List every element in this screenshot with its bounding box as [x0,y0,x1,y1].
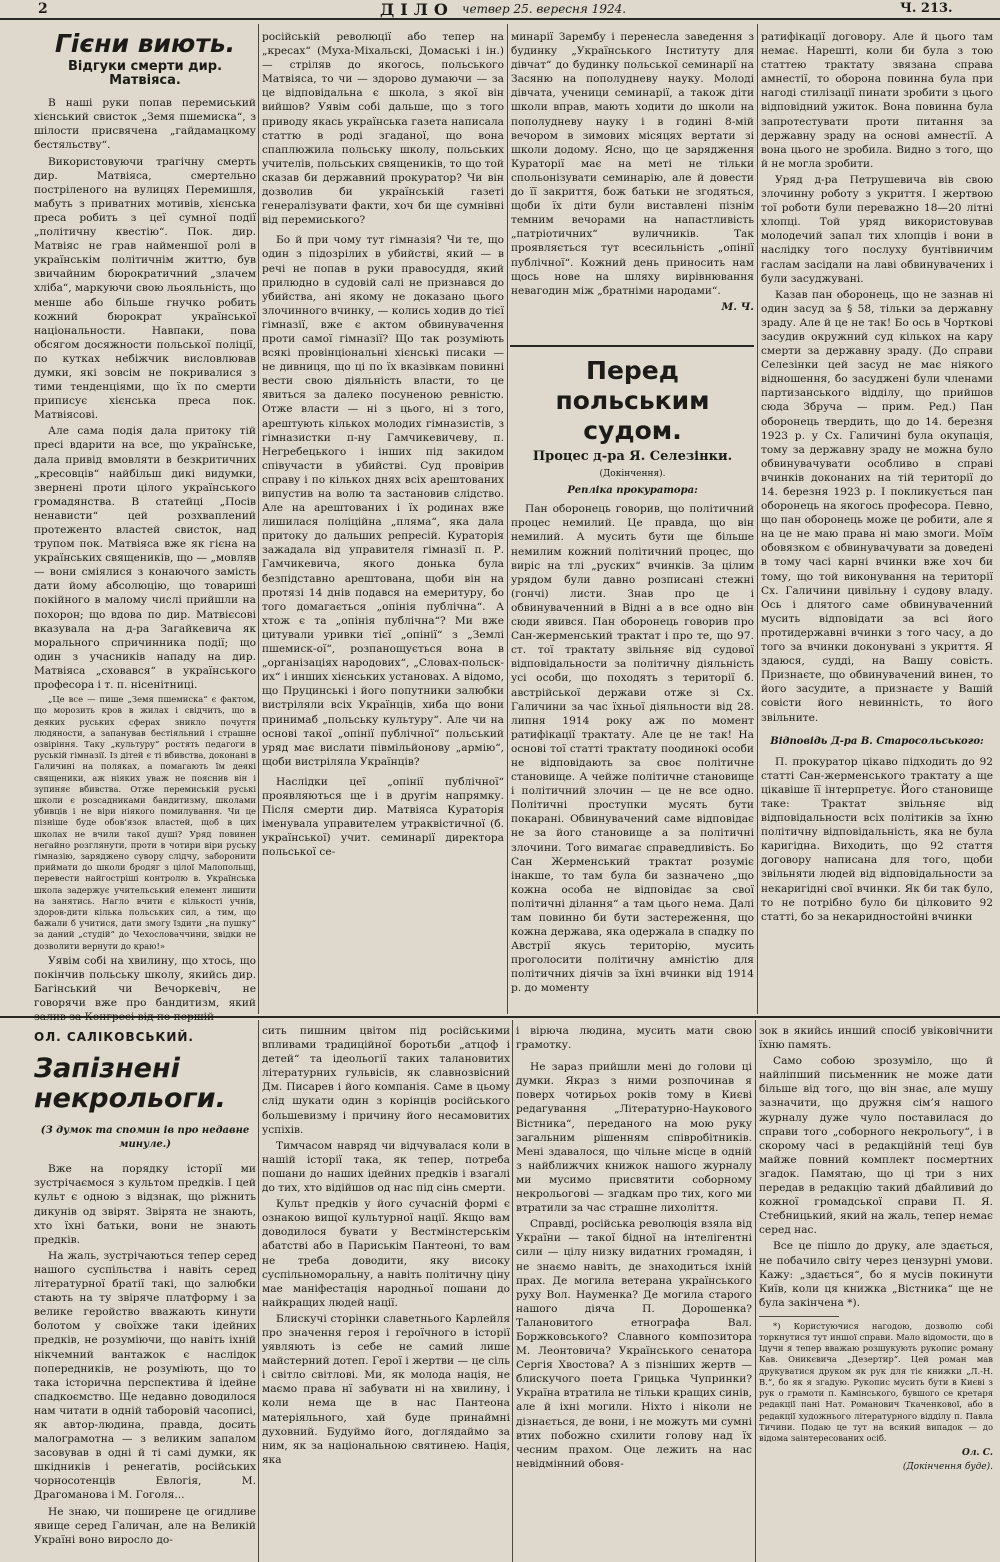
page-header [0,0,1000,20]
article-subtitle: Процес д-ра Я. Селезінки. [532,449,733,464]
paragraph: П. прокуратор цікаво підходить до 92 статті Сан-жерменського трактату а ще цікавіше її інтерпретує. Його становище таке: Трактат звільняє від відповідальности всіх політиків за їхню політичну відповідальність, яка не була каригідна. Виходить, що 92 стаття договору написана для того, щоби звільняти людей від відповідальности за некаригідні свої вчинки. Як би так було, то не потрібно було би цілковито 92 статті, бо за некаридностойні вчинки [761,755,993,923]
paragraph: Уявім собі на хвилину, що хтось, що покінчив польську школу, якийсь дир. Багінський чи Вечоркевіч, не говорячи вже про бандитизм, який залив за Конгресі від по першій [34,954,256,1024]
article-necrologies-col2 [262,1024,510,1562]
author-signature: М. Ч. [721,300,754,313]
author-name: ОЛ. САЛІКОВСЬКИЙ. [34,1030,194,1044]
article-necrologies-col1 [34,1030,256,1562]
column-divider [507,24,508,1014]
paragraph: Справді, російська революція взяла від України — такої бідної на інтелігентні сили — цілу низку видатних громадян, і не знаємо навіть, де знаходиться іхній прах. Де могила ветерана українського руху Вол. Науменка? Де могила старого нашого діяча П. Дорошенка? Талановитого етнографа Вал. Боржковського? Славного композитора М. Леонтовича? Українського сенатора Сергія Хвостова? А з пізніших жертв — блискучого поета Грицька Чупринки? Україна втратила не тільки кращих синів, але й іхні могили. Ніхто і ніколи не дізнається, де вони, і не можуть ми сумні втих побожно схилити голову над їх чесним прахом. Оце лежить на нас невідмінний обовя- [516,1218,753,1470]
paragraph: Казав пан оборонець, що не зазнав ні один засуд за § 58, тільки за державну зраду. Але й це не так! Бо ось в Чорткові засудив окружний суд кількох на кару смерти за державну зраду. (До справи Селезінки цей засуд не має ніякого відношення, бо засуджені були членами партизанського відділу, що прийшов сюда Збруча — прим. Ред.) Пан оборонець твердить, що до 14. березня 1923 р. у Сх. Галичині була окупація, тому за державну зраду не можна було обвинувачувати особливо в справі вчинків доконаних на тій території до 14. березня 1923 р. І покликується пан оборонець на якогось професора. Певно, що пан оборонець може це робити, але я на це не маю права ні маю змоги. Моїм обовязком є обвинувачувати за доведені в тому часі карні вчинки вже хоч би тому, що той виконування на території Сх. Галичини цивільну і судову владу. Ось і длятого саме обвинуваченний мусить відповідати за всі його протидержавні вчинки з того часу, а до того за вчинки доконувані з укриття. Я здаюся, судді, на Вашу совість. Признаєте, що обвинувачений винен, то його засудите, а признаєте у Вашій совісти його невинність, то його звільните. [761,288,993,724]
paragraph: Бо й при чому тут гімназія? Чи те, що один з підозрілих в убийстві, який — в речі не попав в руки правосуддя, який прилюдно в судовій салі не признався до убийства, ані якому не доказано цього злочинного вчинку, — колись ходив до тієї гімназії, вже є актом обвинувачення проти самої гімназії? Що так розуміють всякі провінціональні хієнські писаки — не дивниця, що ці по їх вказівкам повинні вести свою діяльність власти, то це явиться за далеко посуненою ревністю. Отже власти — ні з цього, ні з того, арештують кількох молодих гімназистів, з гімназистки п-ну Гамчикевичеву, п. Негребецького і інших під закидом співучасти в убийстві. Суд провірив справу і по кількох днях всіх арештованих випустив на волю та застановив слідство. Але на арештованих і їх родинах вже лишилася поліційна „пляма“, яка дала притоку до дальших репресій. Кураторія зажадала від управителя гімназії п. Р. Гамчикевича, якого донька була безпідставно арештована, щоби він на протязі 14 днів подався на емеритуру, бо того домагається „опінія публічна“. А хтож є та „опінія публічна“? Ми вже цитували уривки тієї „опінії“ з „Землі пшемиск-ої“, розпанощується вона в „організаціях народових“, „Словах-польск-их“ і инших хієнських установах. А відомо, що Пруцинські і його попутники залюбки вистріляли всіх Українців, хиба що вони принимаб „польську культуру“. Але чи на основі такої „опінії публічної“ польський уряд має вислати півмільйонову „армію“, щоби вистріляла Українців? [262,234,504,768]
paragraph: минарії Зарембу і перенесла заведення з будинку „Українського Інституту для дівчат“ до будинку польської семинарії на Засяню на пополудневу науку. Молоді дівчата, ученици семинарії, а також діти школи вправ, мають ходити до школи на пополудневу науку і в годині 8-мій вечором в зимових місяцях вертати зі школи додому. Ясно, що це зарядження Кураторії має на меті не тільки спольонізувати семинарію, але й довести до її закриття, бож батьки не згодяться, щоби їх діти були виставлені пізнім темним вечорами на напастливість „патріотичних“ вуличників. Так проявляється тут всесильність „опінії публічної“. Кожний день приносить нам щось нове на шляху вирівнювання невагодин між „братніми народами“. [511,31,754,297]
issue-number: Ч. 213. [900,1,953,16]
paragraph: Уряд д-ра Петрушевича вів свою злочинну роботу з укриття. І жертвою тої роботи були переважно 18—20 літні хлопці. Той уряд використовував молодечий запал тих хлопців і вони в наслідку того послуху бунтівничим гаслам засідали на лаві обвинувачених і були засуджувані. [761,173,993,285]
article-court-col4 [761,30,993,1015]
article-divider [510,345,754,347]
article-hyenas-col3 [511,30,754,342]
paragraph: Блискучі сторінки славетнього Карлейля про значення героя і героїчного в історії уявляють із себе не самий лише майстерний дотеп. Герої і жертви — це сіль і світло світлові. Ми, як молода нація, не маємо права нї забувати ні на хвилину, і коли нема ще в нас Пантеона матеріяльного, хай буде принаймні духовний. Будуймо його, доглядаймо за ним, як за національною святинею. Нація, яка [262,1312,510,1466]
article-hyenas-col2 [262,30,504,1015]
paragraph: Культ предків у його сучасній формі є ознакою вищої культурної нації. Якщо вам доводилося бувати у Вестмінстерськім абатстві або в Париськім Пантеоні, то вам не треба доводити, яку високу суспільноморальну, а навіть політичну ціну мае маніфестація народньої пошани до найкращих людей нації. [262,1198,510,1309]
article-title: Запізнені некрольоги. [34,1053,226,1115]
section-subhead: Відповідь Д-ра В. Старосольського: [770,735,984,747]
article-necrologies-col3 [516,1024,752,1562]
paragraph: На жаль, зустрічаються тепер серед нашого суспільства і навіть серед літературної братії такі, що залюбки стають на ту звіряче платформу і за велике геройство вважають кинути болотом у своїхже таки ідейних предків, не розуміючи, що навіть іхній нікчемний вантажок є наслідок попередників, не розуміють, що то така історична перспектива й ідейне спадкоємство. Ще недавно доводилося нам читати в одній таборовій часописі, як автор-людина, правда, досить малограмотна — з великим запалом засовував в одні й ті самі думки, як шкідників і ренегатів, російських чорносотенців Евлогія, М. Драгоманова і М. Гоголя... [34,1249,256,1502]
paragraph: Само собою зрозуміло, що й найліпший письменник не може дати більше від того, що він знає, але мушу зазначити, що дружня сім’я нашого журналу дуже чуло поставилася до справи того „соборного некрольогу“, і в скорому часі в редакційній теці був майже повний комплект посмертних згадок. Памятаю, що ці три з них передав в редакцію такий дбайливий до кожної громадської справи П. Я. Стебницький, який на жаль, тепер немає серед нас. [759,1055,993,1237]
paragraph: Все це пішло до друку, але здається, не побачило світу через цензурні умови. Кажу: „здається“, бо я мусів покинути Київ, коли ця книжка „Вістника“ ще не була закінчена *). [759,1240,993,1309]
paragraph: російській революції або тепер на „кресах“ (Муха-Міхальскі, Домаські і ін.) — стріляв до якогось, польського Матвіяса, то чи — здорово думаючи — за це відповідальна є школа, з якої він вийшов? Уявім собі дальше, що з того приводу якась українська газета написала статтю в роді згаданої, що вона спаплюжила польську школу, польських учителів, польських священиків, то що той сказав би державний прокуратор? Чи він дозволив би українській газеті генералізувати факти, хоч би ще сумнівні від перемиського? [262,31,504,227]
issue-date: четвер 25. вересня 1924. [462,2,627,16]
article-subtitle: (З думок та спомин ів про недавне минуле.) [40,1125,250,1151]
paragraph: зок в якийсь инший спосіб увіковічнити їхню память. [759,1025,993,1052]
article-title: Гієни виють. [54,29,236,58]
footnote: *) Користуючися нагодою, дозволю собі торкнутися тут иншої справи. Мало відомости, що в Ідучи я тепер вважаю розшукують рукопис роману Кав. Оникєвича „Дезертир“. Цей роман мав друкуватися друком як рук для тіє книжки „Л.-Н. В.“, бо як я згадую. Рукопис мусить бути в Києві з рук о грамоти п. Камінського, бувшого се кретаря редакції пані Нат. Романович Ткаченкової, або в редакції художнього літературного відділу п. Павла Тичини. Подаю це тут на всякий випадок — до відома заінтересованих осіб. [759,1320,993,1443]
paragraph: Але сама подія дала притоку тій пресі вдарити на все, що українське, дала привід вмовляти в безкритичних „кресовців“ найбільш дикі видумки, звернені проти цілого українського громадянства. В статейці „Посів ненависти“ цей розхваплений протеженто властей свисток, над трупом пок. Матвіяса вже як гієна на українських священиків, що — „мовляв — вони сміялися з конаючого замість дати йому абсолюцію, що товариші покійного в малому числі прийшли на похорон; що вдова по дир. Матвієсові вказувала на д-ра Загайкевича як морального спричинника події; що один з учасників нападу на дир. Матвіяса „сховався“ в українського професора і т. п. нісенітниці. [34,425,256,692]
column-divider [512,1020,513,1562]
section-subhead: Репліка прокуратора: [567,485,698,497]
column-divider [757,24,758,1014]
paragraph: Пан оборонець говорив, що політичний процес немилий. Це правда, що він немилий. А мусить бути ще більше немилим кожний політичний процес, що виріс на тлі „руских“ вчинків. За цілим урядом були давно розписані стежні (гончі) листи. Знав про це і обвинуваченний в Відні а в все одно він сюди явився. Пан оборонець говорив про Сан-жерменський трактат і про те, що 97. ст. тої трактату звільняє від судової відповідальности за політичну діяльність усі особи, що походять з території б. австрійської держави отже зі Сх. Галичини за час їхньої діяльности від 28. липня 1914 року аж по момент ратифікації трактату. Але це не так! На основі тої статті трактату поодинокі особи не відповідають за своє політичне становище. А чейже політичне становище і політичний злочин — це не все одно. Політичні проступки мусять бути покарані. Обвинувачений саме відповідає не за його становище а за політичні злочини. Того вимагає справедливість. Бо Сан Жерменський трактат розуміє інакше, то там була би зазначено „що кожна особа не відповідає за свої політичні ділання“ а там цього нема. Далі там повинно би бути застереження, що кожна держава, яка одержала в спадку по Австрії якусь територію, мусить проголосити політичну амністію для політичних діячів за їхні вчинки від 1914 р. до моменту [511,503,754,995]
column-divider [258,24,259,1014]
column-divider [755,1020,756,1562]
paragraph: Не знаю, чи поширене це огидливе явище серед Галичан, але на Великій Україні воно виросло до- [34,1505,256,1546]
paragraph: Тимчасом навряд чи відчувалася коли в нашій історії така, як тепер, потреба пошани до наших ідейних предків і взагалі до тих, хто відійшов од нас під сінь смерти. [262,1139,510,1195]
paragraph: Наслідки цеї „опінії публічної“ проявляються ще і в другім напрямку. Після смерти дир. Матвіяса Кураторія іменувала управителем утраквістичної (б. української) учит. семинарії директора польської се- [262,775,504,859]
paragraph: Не зараз прийшли мені до голови ці думки. Якраз з ними розпочинав я поверх чотирьох років тому в Києві редагування „Літературно-Наукового Вістника“, переданого на мою руку загальним рішенням співробітників. Мені здавалося, що чільне місце в одній з найближчих книжок нашого журналу ми мусимо присвятити соборному некрольогові — згадкам про тих, кого ми втратили за час страшне лихоліття. [516,1061,752,1215]
article-subtitle: Відгуки смерти дир. Матвіяса. [67,59,223,89]
paragraph: сить пишним цвітом під російськими впливами традиційної боротьби „атцоф і детей“ та ідеольогії таких талановитих літературних гульвісів, як славнозвісний Дм. Писарев і його компанія. Саме в цьому слід шукати один з корінців російського большевизму і причину його несамовитих успіхів. [262,1025,510,1136]
column-divider [258,1020,259,1562]
article-title: Перед польським судом. [555,356,710,445]
paragraph: і вірюча людина, мусить мати свою грамотку. [516,1025,752,1052]
footnote-signature: Ол. С. [962,1448,993,1459]
article-court-col3 [511,356,754,1016]
footnote-rule [759,1316,839,1317]
paragraph: Вже на порядку історії ми зустрічаємося з культом предків. І цей культ є одною з відзнак, що ріжнить дикунів од звірят. Звірята не знають, хто їхні батьки, вони не знають предків. [34,1163,256,1246]
newspaper-title: ДІЛО [380,0,454,19]
paragraph: ратифікації договору. Але й цього там немає. Нарешті, коли би була з тою статтею трактату звязана справа амнестії, то оборона повинна була при нагоді стилізації пинати зробити з цього відповідний ужиток. Вона повинна була запротестувати проти питання за державну зраду на основі амнестії. А вона цього не зробила. Видно з того, що й не могла зробити. [761,31,993,170]
continuation-note: (Докінчення). [599,469,666,480]
quoted-paragraph: „Це все — пише „Земя пшемиска“ є фактом, що морозить кров в жилах і свідчить, що в деяких руських сферах зникло почуття людяности, а запанував бестіяльний і страшне озвіріння. Таку „культуру“ ростять педагоги в руській гімназії. Із дітей є ті вбивства, доконані в Галичині на поляках, а помагають їм деякі священики, аж ніяких уваж не пояснив він і зупиняє вбивства. Отже перемиській руські школи є розсадниками бандитизму, школами убивців і не віри ніякого помилування. Чи це пізніше буде обов’язок властей, щоб в цих школах не вчили такої душі? Уряд повинен негайно розглянути, проти в чотири віри руську гімназію, заряджено сувору слідчу, заборонити приймати до школи бродяг з цілої Малопольщі, перевести найгостріші контролю в. Українська школа задержує учительський елемент лишити на занятись. Нагло вчити є кількості учнів, здоров-дити кілька польських сил, а тим, що бажали б учитися, дати змогу їздити „на пушку“ за даний „студій“ до Чехословаччини, звідки не дозволити вернути до краю!» [34,694,256,951]
paragraph: В наші руки попав перемиський хієнський свисток „Земя пшемиска“, з шілости присвячена „гайдамацкому бестяльству“. [34,97,256,152]
article-hyenas-col1 [34,29,256,1024]
article-necrologies-col4 [759,1024,993,1562]
continuation-note: (Докінчення буде). [902,1462,993,1473]
paragraph: Використовуючи трагічну смерть дир. Матвіяса, смертельно постріленого на вулицях Перемишля, мабуть з приватних мотивів, хієнська преса робить з цеї сумної події „політичну квестію“. Пок. дир. Матвіяс не грав найменшої ролі в українськім політичнім життю, був звичайним бюрократичний „злачем хліба“, маркуючи свою льояльність, що менше або більше гнучко робить кожний бюрократ української національности. Навпаки, пова обсягом досяжности польської поліції, по кутках небіжчик висловлював думки, які зовсім не покривалися з тими тенденціями, що їх по смерти приписує хієнська преса пок. Матвіясові. [34,155,256,422]
page-number: 2 [38,1,48,17]
